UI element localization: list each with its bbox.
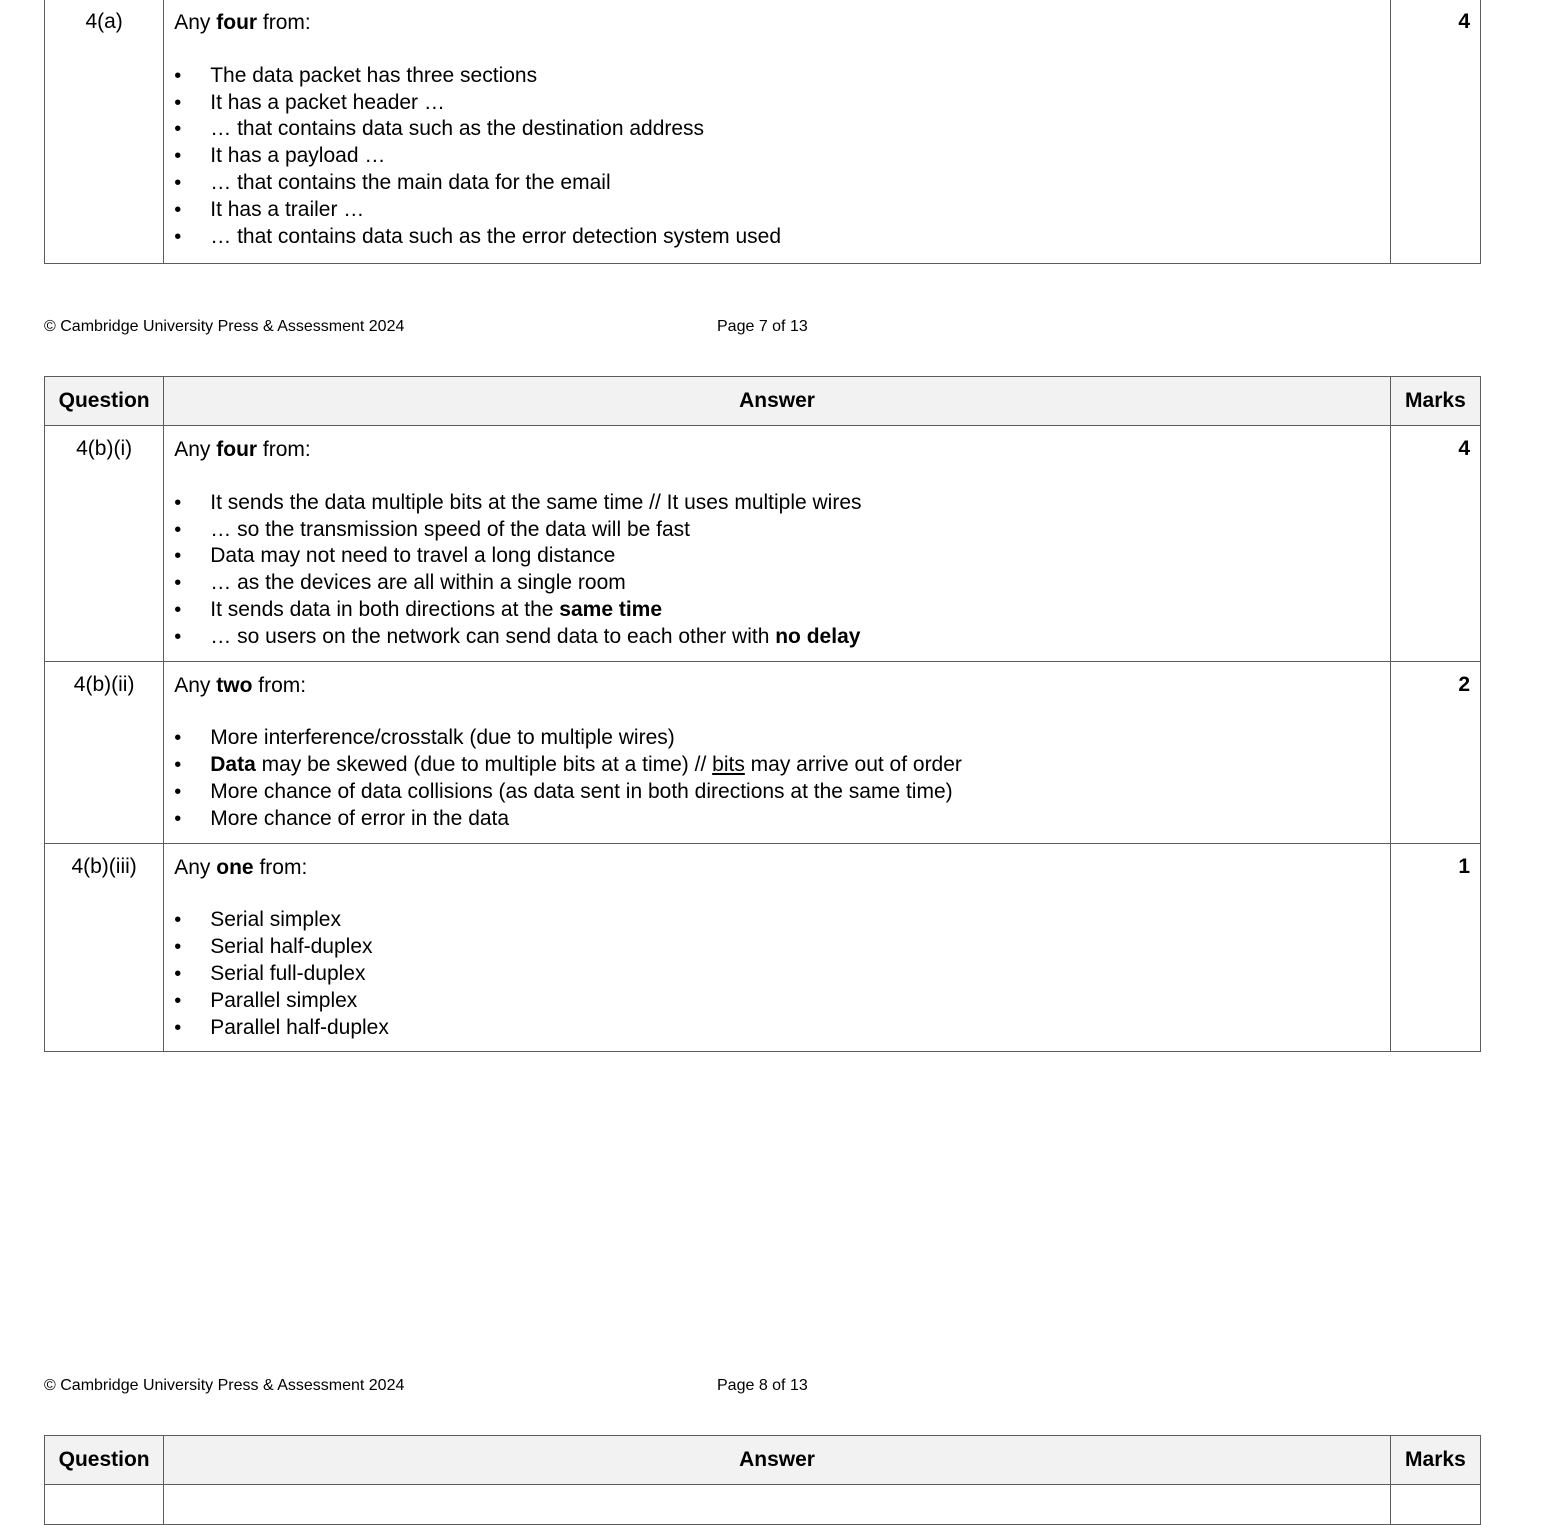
list-item: • It has a payload … <box>174 143 1380 170</box>
table-row <box>45 661 1481 843</box>
list-item: • Data may not need to travel a long distance <box>174 543 1380 570</box>
list-item: • … as the devices are all within a single room <box>174 570 1380 597</box>
column-header-marks: Marks <box>1390 377 1480 426</box>
copyright-text: © Cambridge University Press & Assessment 2024 <box>44 318 405 335</box>
list-item: • Serial simplex <box>174 907 1380 934</box>
answer-intro: Any one from: <box>174 855 308 879</box>
answer-points <box>174 725 1380 832</box>
answer-points <box>174 907 1380 1041</box>
column-header-answer: Answer <box>164 377 1391 426</box>
list-item: • … so users on the network can send data to each other with no delay <box>174 624 1380 651</box>
question-cell: 4(b)(iii) <box>45 843 164 1052</box>
marks-cell: 4 <box>1390 426 1480 662</box>
answer-cell <box>164 843 1391 1052</box>
list-item: • The data packet has three sections <box>174 63 1380 90</box>
list-item: • … that contains data such as the error detection system used <box>174 224 1380 251</box>
list-item: • More chance of data collisions (as data sent in both directions at the same time) <box>174 779 1380 806</box>
list-item: • … so the transmission speed of the data will be fast <box>174 517 1380 544</box>
column-header-answer: Answer <box>164 1436 1391 1485</box>
mark-scheme-table-page7 <box>44 0 1481 264</box>
table-row <box>45 0 1481 264</box>
table-header-row <box>45 377 1481 426</box>
answer-points <box>174 63 1380 251</box>
list-item: • More chance of error in the data <box>174 806 1380 833</box>
table-header-row <box>45 1436 1481 1485</box>
page-number: Page 8 of 13 <box>717 1377 808 1394</box>
table-row <box>45 843 1481 1052</box>
marks-cell: 4 <box>1390 0 1480 264</box>
answer-cell <box>164 661 1391 843</box>
column-header-question: Question <box>45 1436 164 1485</box>
answer-intro: Any two from: <box>174 673 307 697</box>
answer-intro: Any four from: <box>174 11 311 34</box>
list-item: • It has a trailer … <box>174 197 1380 224</box>
list-item: • More interference/crosstalk (due to multiple wires) <box>174 725 1380 752</box>
marks-cell: 2 <box>1390 661 1480 843</box>
marks-cell: 1 <box>1390 843 1480 1052</box>
table-row <box>45 426 1481 662</box>
question-cell: 4(b)(ii) <box>45 661 164 843</box>
list-item: • Serial full-duplex <box>174 961 1380 988</box>
answer-cell <box>164 0 1391 264</box>
answer-cell <box>164 426 1391 662</box>
list-item: • Parallel simplex <box>174 988 1380 1015</box>
list-item: • Data may be skewed (due to multiple bits at a time) // bits may arrive out of order <box>174 752 1380 779</box>
page-number: Page 7 of 13 <box>717 318 808 335</box>
copyright-text: © Cambridge University Press & Assessment 2024 <box>44 1377 405 1394</box>
list-item: • Serial half-duplex <box>174 934 1380 961</box>
list-item: • It sends the data multiple bits at the same time // It uses multiple wires <box>174 490 1380 517</box>
mark-scheme-table-page9 <box>44 1435 1481 1525</box>
list-item: • It has a packet header … <box>174 90 1380 117</box>
answer-points <box>174 490 1380 651</box>
question-cell: 4(b)(i) <box>45 426 164 662</box>
column-header-marks: Marks <box>1390 1436 1480 1485</box>
column-header-question: Question <box>45 377 164 426</box>
question-cell: 4(a) <box>45 0 164 264</box>
list-item: • It sends data in both directions at the same time <box>174 597 1380 624</box>
answer-intro: Any four from: <box>174 438 311 461</box>
list-item: • … that contains data such as the destination address <box>174 116 1380 143</box>
list-item: • Parallel half-duplex <box>174 1015 1380 1042</box>
list-item: • … that contains the main data for the email <box>174 170 1380 197</box>
mark-scheme-table-page8 <box>44 376 1481 1052</box>
table-row <box>45 1485 1481 1525</box>
